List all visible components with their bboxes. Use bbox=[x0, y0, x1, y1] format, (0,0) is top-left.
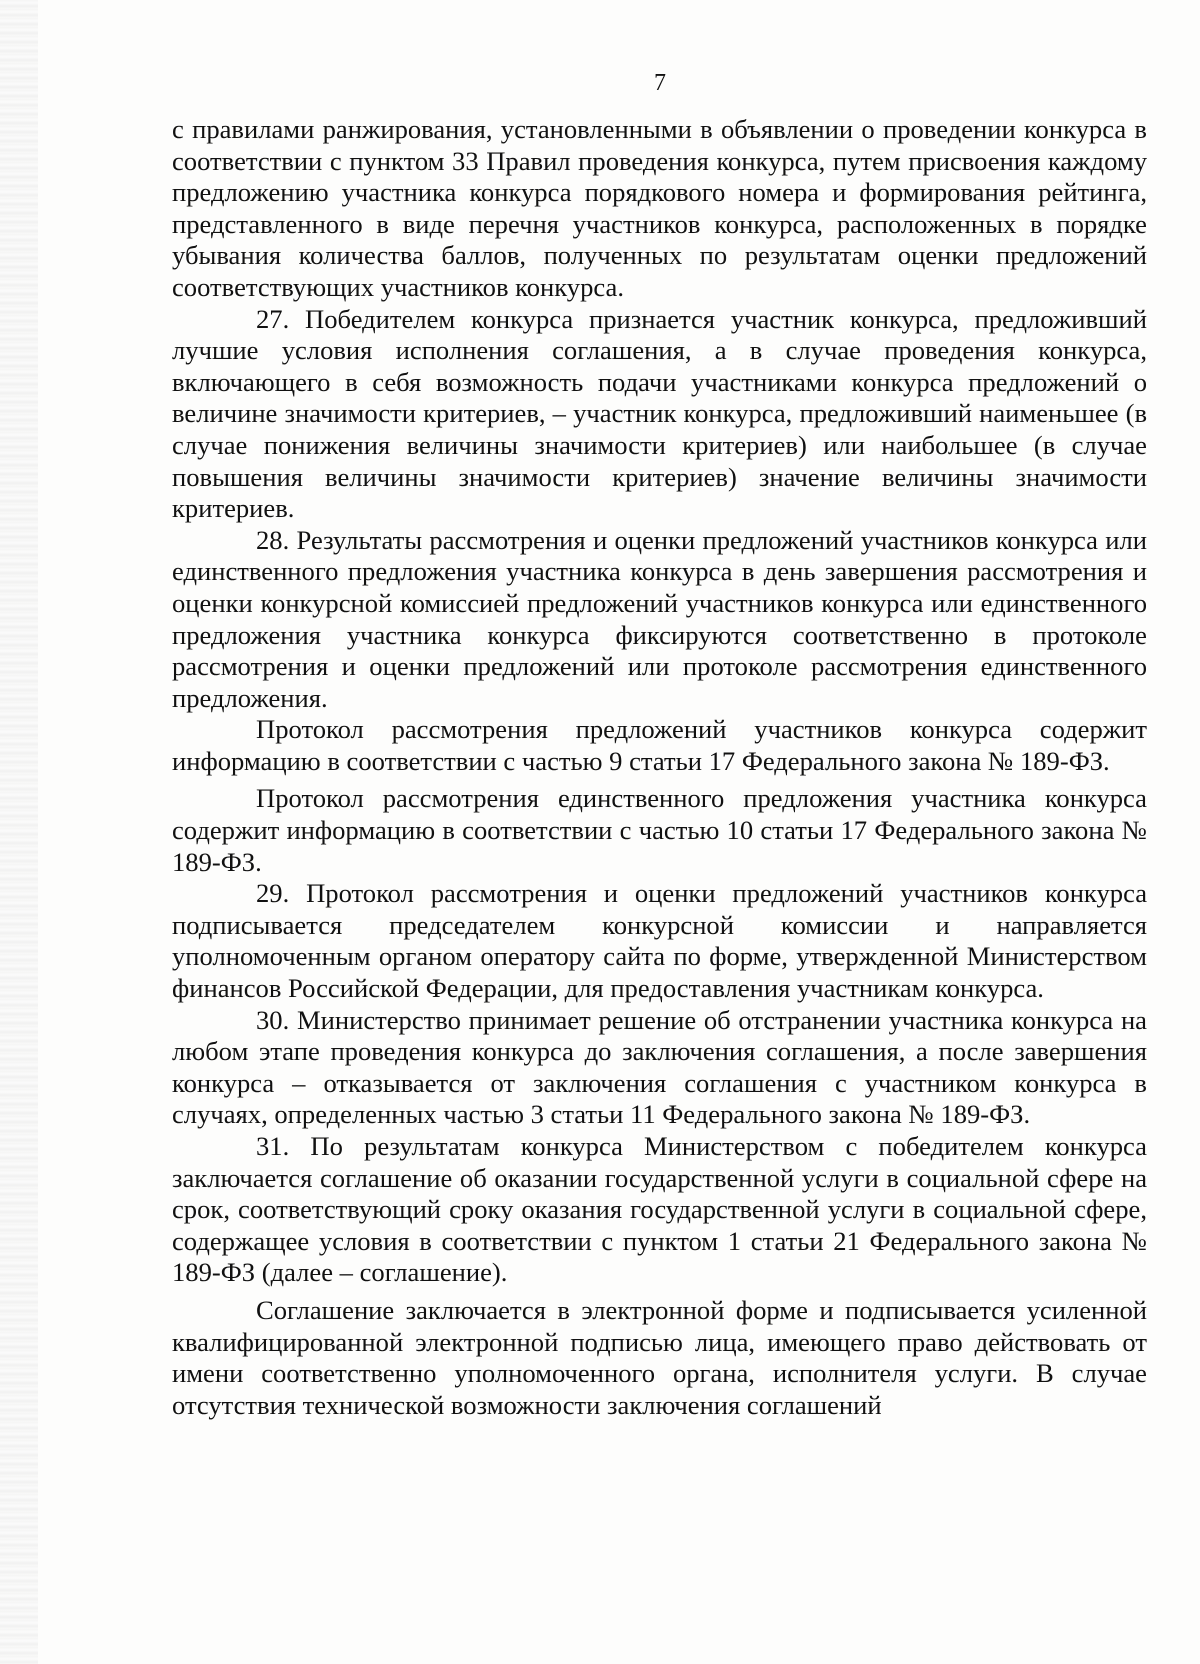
scan-edge bbox=[0, 0, 38, 1664]
document-body bbox=[172, 114, 1147, 1421]
paragraph-1: с правилами ранжирования, установленными в объявлении о проведении конкурса в соответствии с пунктом 33 Правил проведения конкурса, путем присвоения каждому предложению участника конкурса порядкового номера и формирования рейтинга, представленного в виде перечня участников конкурса, расположенных в порядке убывания количества баллов, полученных по результатам оценки предложений соответствующих участников конкурса. bbox=[172, 114, 1147, 302]
paragraph-28-protocol-2: Протокол рассмотрения единственного предложения участника конкурса содержит информацию в соответствии с частью 10 статьи 17 Федерального закона № 189-ФЗ. bbox=[172, 783, 1147, 877]
paragraph-29: 29. Протокол рассмотрения и оценки предложений участников конкурса подписывается председателем конкурсной комиссии и направляется уполномоченным органом оператору сайта по форме, утвержденной Министерством финансов Российской Федерации, для предоставления участникам конкурса. bbox=[172, 878, 1147, 1004]
paragraph-28-protocol-1: Протокол рассмотрения предложений участников конкурса содержит информацию в соответствии с частью 9 статьи 17 Федерального закона № 189-ФЗ. bbox=[172, 714, 1147, 776]
paragraph-28: 28. Результаты рассмотрения и оценки предложений участников конкурса или единственного предложения участника конкурса в день завершения рассмотрения и оценки конкурсной комиссией предложений участников конкурса или единственного предложения участника конкурса фиксируются соответственно в протоколе рассмотрения и оценки предложений или протоколе рассмотрения единственного предложения. bbox=[172, 524, 1147, 713]
page-number: 7 bbox=[654, 70, 666, 96]
paragraph-31-agreement: Соглашение заключается в электронной форме и подписывается усиленной квалифицированной электронной подписью лица, имеющего право действовать от имени соответственно уполномоченного органа, исполнителя услуги. В случае отсутствия технической возможности заключения соглашений bbox=[172, 1294, 1147, 1420]
paragraph-30: 30. Министерство принимает решение об отстранении участника конкурса на любом этапе проведения конкурса до заключения соглашения, а после завершения конкурса – отказывается от заключения соглашения с участником конкурса в случаях, определенных частью 3 статьи 11 Федерального закона № 189-ФЗ. bbox=[172, 1004, 1147, 1130]
paragraph-27: 27. Победителем конкурса признается участник конкурса, предложивший лучшие условия исполнения соглашения, а в случае проведения конкурса, включающего в себя возможность подачи участниками конкурса предложений о величине значимости критериев, – участник конкурса, предложивший наименьшее (в случае понижения величины значимости критериев) или наибольшее (в случае повышения величины значимости критериев) значение величины значимости критериев. bbox=[172, 303, 1147, 524]
paragraph-31: 31. По результатам конкурса Министерством с победителем конкурса заключается соглашение об оказании государственной услуги в социальной сфере на срок, соответствующий сроку оказания государственной услуги в социальной сфере, содержащее условия в соответствии с пунктом 1 статьи 21 Федерального закона № 189-ФЗ (далее – соглашение). bbox=[172, 1131, 1147, 1288]
